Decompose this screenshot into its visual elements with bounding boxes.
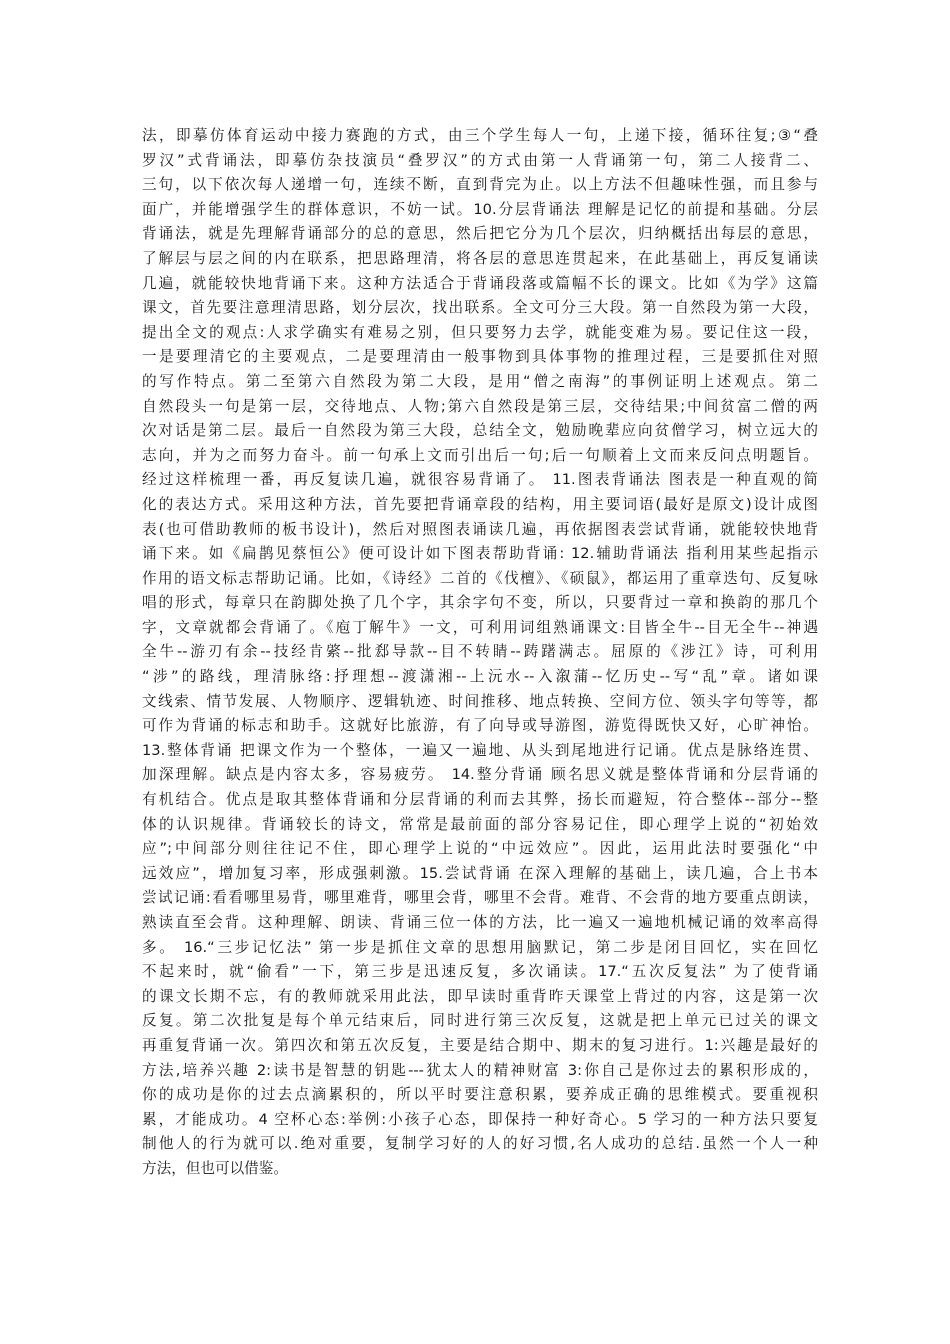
text-line: 文线索、情节发展、人物顺序、逻辑轨迹、时间推移、地点转换、空间方位、领头字句等等，都 <box>142 692 818 710</box>
text-line: 你的成功是你的过去点滴累积的，所以平时要注意积累，要养成正确的思维模式。要重视积 <box>142 1086 818 1104</box>
text-line: 累，才能成功。4 空杯心态:举例:小孩子心态，即保持一种好奇心。5 学习的一种方法只要复 <box>142 1110 818 1128</box>
text-line: 方法,培养兴趣 2:读书是智慧的钥匙---犹太人的精神财富 3:你自己是你过去的累积形成的， <box>142 1061 818 1079</box>
text-line: 13.整体背诵 把课文作为一个整体，一遍又一遍地、从头到尾地进行记诵。优点是脉络连贯、 <box>142 741 818 759</box>
text-line: 唱的形式，每章只在韵脚处换了几个字，其余字句不变，所以，只要背过一章和换韵的那几个 <box>142 594 818 612</box>
text-line: 有机结合。优点是取其整体背诵和分层背诵的利而去其弊，扬长而避短，符合整体--部分--整 <box>142 791 818 809</box>
text-line: “涉”的路线，理清脉络:抒理想--渡潇湘--上沅水--入溆蒲--忆历史--写“乱”章。诸如课 <box>142 668 818 686</box>
text-line: 制他人的行为就可以.绝对重要，复制学习好的人的好习惯,名人成功的总结.虽然一个人一种 <box>142 1135 818 1153</box>
text-line: 再重复背诵一次。第四次和第五次反复，主要是结合期中、期末的复习进行。1:兴趣是最好的 <box>142 1036 818 1054</box>
text-line: 三句，以下依次每人递增一句，连续不断，直到背完为止。以上方法不但趣味性强，而且参与 <box>142 176 818 194</box>
text-line: 一是要理清它的主要观点，二是要理清由一般事物到具体事物的推理过程，三是要抓住对照 <box>142 348 818 366</box>
text-line: 自然段头一句是第一层，交待地点、人物;第六自然段是第三层，交待结果;中间贫富二僧的两 <box>142 397 818 415</box>
text-line: 几遍，就能较快地背诵下来。这种方法适合于背诵段落或篇幅不长的课文。比如《为学》这篇 <box>142 274 818 292</box>
text-line: 方法，但也可以借鉴。 <box>142 1159 288 1177</box>
text-line: 尝试记诵:看看哪里易背，哪里难背，哪里会背，哪里不会背。难背、不会背的地方要重点朗读， <box>142 889 818 907</box>
text-line: 了解层与层之间的内在联系，把思路理清，将各层的意思连贯起来，在此基础上，再反复诵读 <box>142 249 818 267</box>
text-line: 面广，并能增强学生的群体意识，不妨一试。10.分层背诵法 理解是记忆的前提和基础。分层 <box>142 200 818 218</box>
text-line: 志向，并为之而努力奋斗。前一句承上文而引出后一句;后一句顺着上文而来反问点明题旨。 <box>142 446 818 464</box>
text-line: 不起来时，就“偷看”一下，第三步是迅速反复，多次诵读。17.“五次反复法” 为了使背诵 <box>142 963 818 981</box>
text-line: 次对话是第二层。最后一自然段为第三大段，总结全文，勉励晚辈应向贫僧学习，树立远大的 <box>142 422 818 440</box>
text-line: 熟读直至会背。这种理解、朗读、背诵三位一体的方法，比一遍又一遍地机械记诵的效率高得 <box>142 914 818 931</box>
text-line: 表(也可借助教师的板书设计)，然后对照图表诵读几遍，再依据图表尝试背诵，就能较快地背 <box>142 520 818 538</box>
text-line: 化的表达方式。采用这种方法，首先要把背诵章段的结构，用主要词语(最好是原文)设计成图 <box>142 495 818 513</box>
text-line: 背诵法，就是先理解背诵部分的总的意思，然后把它分为几个层次，归纳概括出每层的意思， <box>142 225 818 243</box>
text-line: 应”;中间部分则往往记不住，即心理学上说的“中远效应”。因此，运用此法时要强化“中 <box>142 840 818 858</box>
text-line: 诵下来。如《扁鹊见蔡恒公》便可设计如下图表帮助背诵: 12.辅助背诵法 指利用某些起指示 <box>142 545 818 563</box>
text-line: 反复。第二次批复是每个单元结束后，同时进行第三次反复，这就是把上单元已过关的课文 <box>142 1012 818 1030</box>
text-line: 课文，首先要注意理清思路，划分层次，找出联系。全文可分三大段。第一自然段为第一大段， <box>142 299 818 317</box>
text-line: 的写作特点。第二至第六自然段为第二大段，是用“僧之南海”的事例证明上述观点。第二 <box>142 372 818 390</box>
text-line: 法，即摹仿体育运动中接力赛跑的方式，由三个学生每人一句，上递下接，循环往复;③“叠 <box>142 127 818 144</box>
text-line: 全牛--游刃有余--技经肯綮--批郄导款--目不转睛--踌躇满志。屈原的《涉江》诗，可利用 <box>142 643 818 661</box>
text-line: 经过这样梳理一番，再反复读几遍，就很容易背诵了。 11.图表背诵法 图表是一种直观的简 <box>142 471 818 489</box>
text-line: 字，文章就都会背诵了。《庖丁解牛》一文，可利用词组熟诵课文:目皆全牛--目无全牛--神遇 <box>142 618 818 636</box>
body-text <box>142 124 818 1182</box>
text-line: 作用的语文标志帮助记诵。比如，《诗经》二首的《伐檀》、《硕鼠》，都运用了重章迭句、反复咏 <box>142 569 818 587</box>
text-line: 罗汉”式背诵法，即摹仿杂技演员“叠罗汉”的方式由第一人背诵第一句，第二人接背二、 <box>142 151 818 169</box>
text-line: 加深理解。缺点是内容太多，容易疲劳。 14.整分背诵 顾名思义就是整体背诵和分层背诵的 <box>142 766 818 784</box>
text-line: 可作为背诵的标志和助手。这就好比旅游，有了向导或导游图，游览得既快又好，心旷神怡。 <box>142 717 818 735</box>
text-line: 提出全文的观点:人求学确实有难易之别，但只要努力去学，就能变难为易。要记住这一段， <box>142 323 818 341</box>
text-line: 的课文长期不忘，有的教师就采用此法，即早读时重背昨天课堂上背过的内容，这是第一次 <box>142 987 818 1005</box>
text-line: 多。 16.“三步记忆法” 第一步是抓住文章的思想用脑默记，第二步是闭目回忆，实在回忆 <box>142 938 818 956</box>
text-line: 远效应”，增加复习率，形成强刺激。15.尝试背诵 在深入理解的基础上，读几遍，合上书本 <box>142 864 818 882</box>
text-line: 体的认识规律。背诵较长的诗文，常常是最前面的部分容易记住，即心理学上说的“初始效 <box>142 815 818 833</box>
